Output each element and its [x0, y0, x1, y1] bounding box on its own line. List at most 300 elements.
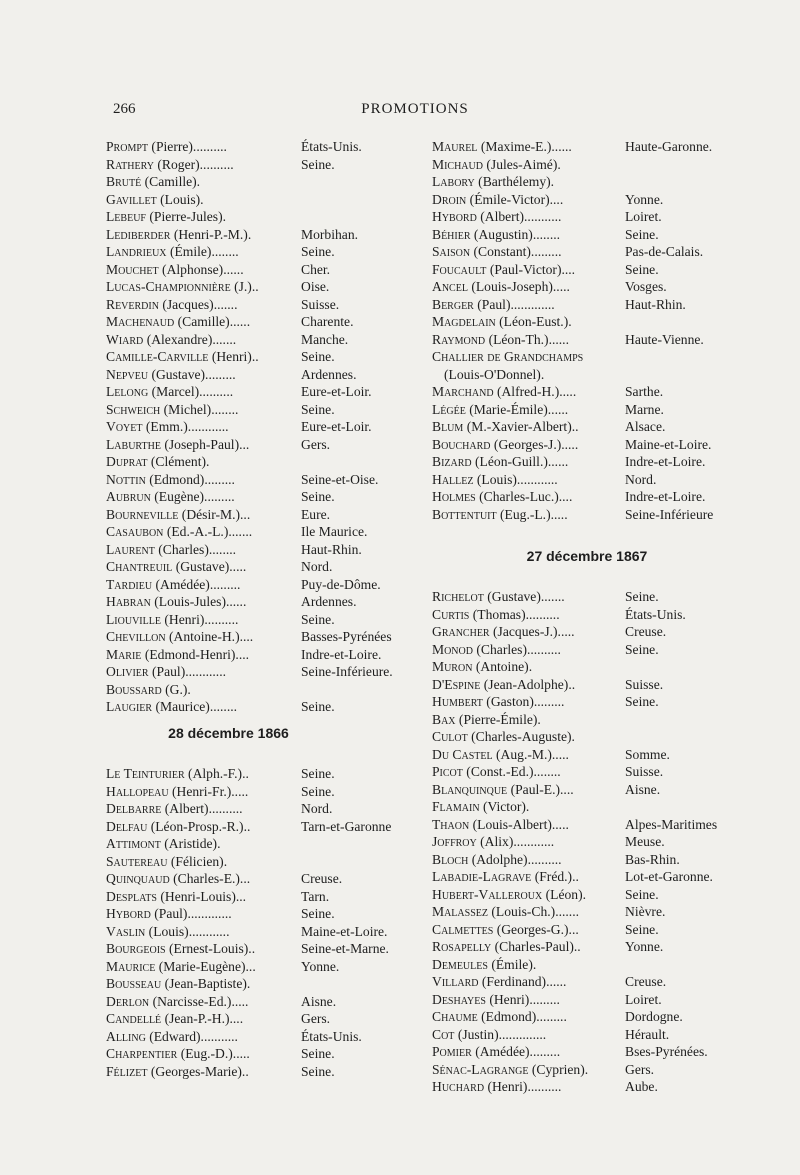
entry-given-name: (Marcel).......... [151, 384, 234, 399]
entry-place: Ile Maurice. [301, 524, 368, 539]
entry-name [106, 611, 238, 629]
entry-given-name: (Jules-Aimé). [486, 156, 561, 172]
entry-name [432, 383, 576, 401]
list-item [106, 611, 422, 629]
entry-place: Gers. [625, 1061, 655, 1077]
entry-name [432, 886, 586, 904]
entry-name [106, 888, 246, 906]
entry-surname: Lediberder [106, 226, 171, 242]
entry-surname: Grancher [432, 624, 490, 639]
entry-surname: Casaubon [106, 524, 164, 539]
list-item [106, 366, 422, 384]
entry-place: Seine-et-Marne. [301, 941, 389, 956]
entry-place: Seine. [301, 156, 335, 172]
entry-surname: Du Castel [432, 746, 493, 762]
list-item [106, 418, 422, 436]
list-item [106, 958, 422, 976]
entry-given-name: (Louis-Albert)..... [472, 816, 569, 832]
entry-surname: Huchard [432, 1079, 485, 1094]
entry-given-name: (Louis)............ [148, 923, 230, 939]
list-item [106, 523, 422, 541]
list-item [106, 1045, 422, 1063]
list-item [106, 923, 422, 941]
entry-place: Somme. [625, 746, 670, 762]
entry-name [432, 436, 578, 454]
list-item [106, 401, 422, 419]
entry-name [106, 523, 252, 541]
list-item [432, 243, 767, 261]
entry-surname: Humbert [432, 694, 483, 709]
entry-name [432, 226, 560, 244]
entry-surname: Hallopeau [106, 783, 169, 799]
entry-given-name: (Louis-Joseph)..... [471, 279, 570, 294]
entry-surname: Nottin [106, 471, 146, 487]
entry-given-name: (Henri-Fr.)..... [172, 783, 249, 799]
entry-given-name: (Joseph-Paul)... [164, 436, 250, 452]
entry-name [106, 958, 256, 976]
entry-name [106, 558, 246, 576]
entry-place: Seine-Inférieure. [301, 664, 393, 679]
entry-place: Nord. [301, 801, 333, 816]
entry-surname: Hybord [432, 209, 477, 224]
entry-surname: Lelong [106, 384, 149, 399]
entry-given-name: (Félicien). [170, 853, 228, 869]
entry-given-name: (Georges-J.)..... [493, 436, 579, 452]
entry-given-name: (Victor). [482, 799, 530, 814]
list-item [432, 366, 767, 384]
entry-place: Seine. [301, 1063, 335, 1079]
entry-name [106, 765, 249, 783]
entry-place: Ardennes. [301, 366, 357, 382]
entry-surname: Challier de Grandchamps [432, 349, 584, 364]
list-item [432, 816, 767, 834]
list-item [432, 658, 767, 676]
entry-given-name: (Émile-Victor).... [469, 191, 564, 207]
entry-given-name: (Marie-Émile)...... [469, 401, 569, 417]
entry-name [432, 506, 568, 524]
list-item [432, 606, 767, 624]
entry-given-name: (Louis-Ch.)....... [491, 904, 579, 919]
entry-given-name: (Léon). [545, 886, 587, 902]
entry-name [106, 191, 204, 209]
list-item [106, 975, 422, 993]
list-item [106, 436, 422, 454]
entry-given-name: (Camille). [144, 174, 201, 189]
entry-name [106, 401, 238, 419]
list-item [432, 1008, 767, 1026]
entry-given-name: (Louis-Jules)...... [154, 594, 247, 609]
entry-name [106, 646, 249, 664]
list-item [432, 1061, 767, 1079]
entry-given-name: (Camille)...... [177, 314, 251, 329]
entry-surname: Ancel [432, 279, 468, 294]
entry-given-name: (Adolphe).......... [471, 851, 562, 867]
entry-name [432, 658, 532, 676]
entry-surname: Flamain [432, 799, 480, 814]
entry-place: Eure-et-Loir. [301, 384, 372, 399]
list-item [106, 628, 422, 646]
entry-place: Seine. [625, 261, 659, 277]
entry-given-name: (Cyprien). [531, 1061, 589, 1077]
list-item [106, 800, 422, 818]
entry-name [432, 138, 572, 156]
list-item [432, 348, 767, 366]
entry-given-name: (Ed.-A.-L.)....... [166, 524, 253, 539]
entry-place: Puy-de-Dôme. [301, 576, 381, 592]
entry-place: Seine. [301, 401, 335, 417]
entry-name [432, 1061, 588, 1079]
entry-place: Seine. [625, 921, 659, 937]
entry-place: Bses-Pyrénées. [625, 1044, 708, 1059]
list-item [106, 646, 422, 664]
entry-name [106, 853, 227, 871]
entry-surname: Magdelain [432, 314, 496, 329]
entry-name [432, 313, 572, 331]
entry-given-name: (Gustave)....... [487, 589, 565, 604]
list-item [432, 868, 767, 886]
entry-surname: Hubert-Valleroux [432, 886, 543, 902]
right-column [432, 138, 767, 1094]
entry-place: Vosges. [625, 279, 667, 294]
entry-name [432, 156, 561, 174]
list-item [106, 905, 422, 923]
entry-surname: Aubrun [106, 489, 151, 504]
list-item [106, 593, 422, 611]
entry-name [106, 488, 235, 506]
entry-given-name: (Charles-Luc.).... [479, 489, 573, 504]
entry-surname: Bouchard [432, 436, 491, 452]
entry-name [106, 541, 236, 559]
entry-name [106, 800, 243, 818]
entry-surname: Charpentier [106, 1046, 178, 1061]
entry-place: Seine-et-Oise. [301, 471, 379, 487]
entry-given-name: (Paul)............ [152, 664, 227, 679]
entry-place: Seine. [301, 699, 335, 714]
list-item [106, 243, 422, 261]
list-item [432, 746, 767, 764]
entry-surname: Camille-Carville [106, 349, 209, 364]
entry-surname: Chantreuil [106, 559, 173, 574]
entry-place: Haut-Rhin. [625, 296, 686, 312]
entry-given-name: (Paul)............. [477, 296, 555, 312]
entry-place: Sarthe. [625, 384, 664, 399]
entry-name [432, 606, 560, 624]
list-item [432, 991, 767, 1009]
entry-surname: Labadie-Lagrave [432, 869, 532, 884]
list-item [432, 191, 767, 209]
list-item [432, 641, 767, 659]
entry-given-name: (Clément). [150, 454, 210, 469]
list-item [106, 698, 422, 716]
list-item [432, 973, 767, 991]
entry-name [106, 313, 250, 331]
list-item [106, 488, 422, 506]
entry-place: Seine. [625, 694, 659, 709]
entry-name [106, 1045, 250, 1063]
entry-list [432, 138, 767, 523]
entry-surname: Marchand [432, 384, 494, 399]
entry-given-name: (Gustave)......... [151, 366, 236, 382]
list-item [106, 331, 422, 349]
entry-surname: Joffroy [432, 834, 477, 849]
entry-place: Creuse. [625, 974, 667, 989]
entry-given-name: (Alph.-F.).. [188, 766, 249, 781]
entry-given-name: (Narcisse-Ed.)..... [152, 993, 249, 1009]
entry-given-name: (Désir-M.)... [181, 506, 251, 522]
list-item [432, 296, 767, 314]
list-item [106, 541, 422, 559]
entry-given-name: (Louis)............ [476, 471, 558, 487]
entry-place: Aube. [625, 1079, 658, 1094]
entry-given-name: (Albert).......... [164, 801, 243, 816]
list-item [432, 623, 767, 641]
entry-name [106, 261, 244, 279]
list-item [432, 728, 767, 746]
list-item [106, 888, 422, 906]
entry-given-name: (Edmond-Henri).... [144, 646, 250, 662]
entry-place: Seine. [301, 1046, 335, 1061]
entry-surname: Tardieu [106, 576, 153, 592]
list-item [106, 471, 422, 489]
entry-list [432, 588, 767, 1096]
entry-name [432, 973, 566, 991]
entry-place: Haute-Vienne. [625, 331, 704, 347]
list-item [432, 331, 767, 349]
entry-place: Suisse. [625, 676, 664, 692]
entry-surname: Attimont [106, 836, 161, 851]
list-item [432, 278, 767, 296]
entry-name [432, 921, 579, 939]
entry-given-name: (Emm.)............ [145, 419, 229, 434]
list-item [106, 558, 422, 576]
entry-name [432, 243, 562, 261]
entry-name [106, 593, 246, 611]
entry-name [432, 331, 569, 349]
entry-name [432, 173, 554, 191]
entry-name [432, 816, 569, 834]
entry-given-name: (Georges-Marie).. [150, 1063, 249, 1079]
entry-given-name: (Const.-Ed.)........ [466, 764, 561, 779]
entry-given-name: (Louis). [160, 191, 204, 207]
entry-name [432, 763, 561, 781]
entry-given-name: (Léon-Eust.). [499, 314, 572, 329]
entry-place: Yonne. [625, 939, 664, 954]
entry-name [106, 278, 259, 296]
entry-place: Seine. [625, 589, 659, 604]
entry-place: Eure. [301, 506, 331, 522]
entry-name [106, 698, 237, 716]
list-item [106, 853, 422, 871]
entry-name [432, 471, 558, 489]
entry-place: Tarn-et-Garonne [301, 818, 392, 834]
entry-given-name: (Maurice)........ [155, 699, 238, 714]
entry-surname: Bourneville [106, 506, 179, 522]
entry-place: Pas-de-Calais. [625, 244, 704, 259]
list-item [432, 261, 767, 279]
entry-name [106, 208, 226, 226]
entry-name [432, 798, 529, 816]
entry-surname: Schweich [106, 401, 161, 417]
entry-place: Marne. [625, 401, 664, 417]
entry-surname: Richelot [432, 589, 484, 604]
list-item [106, 348, 422, 366]
entry-place: Loiret. [625, 991, 662, 1007]
list-item [432, 436, 767, 454]
entry-given-name: (Léon-Guill.)...... [475, 454, 569, 469]
entry-given-name: (Charles)........ [158, 541, 237, 557]
entry-place: États-Unis. [625, 606, 686, 622]
entry-given-name: (Aug.-M.)..... [496, 746, 569, 762]
entry-name [432, 1008, 567, 1026]
entry-given-name: (Roger).......... [157, 156, 234, 172]
entry-surname: Le Teinturier [106, 766, 185, 781]
entry-place: Creuse. [625, 624, 667, 639]
entry-surname: Sautereau [106, 853, 168, 869]
entry-surname: Bax [432, 711, 456, 727]
entry-name [106, 453, 209, 471]
list-item [432, 921, 767, 939]
entry-place: Morbihan. [301, 226, 359, 242]
entry-name [106, 1010, 243, 1028]
entry-given-name: (Henri).......... [487, 1079, 562, 1094]
entry-given-name: (Antoine-H.).... [169, 629, 254, 644]
entry-given-name: (Paul-E.).... [510, 781, 574, 797]
list-item [106, 261, 422, 279]
entry-place: Oise. [301, 279, 330, 294]
entry-surname: Foucault [432, 261, 487, 277]
entry-surname: Bottentuit [432, 506, 497, 522]
entry-surname: Alling [106, 1028, 146, 1044]
list-item [106, 453, 422, 471]
entry-name [106, 296, 237, 314]
entry-surname: Delfau [106, 818, 148, 834]
entry-name [432, 1026, 546, 1044]
entry-name [432, 191, 563, 209]
entry-given-name: (Charles).......... [476, 641, 561, 657]
list-item [432, 851, 767, 869]
entry-name [106, 681, 191, 699]
entry-given-name: (Léon-Th.)...... [488, 331, 569, 347]
page-number: 266 [113, 101, 136, 117]
entry-surname: Monod [432, 641, 473, 657]
entry-place: Haute-Garonne. [625, 139, 713, 154]
entry-place: Loiret. [625, 209, 662, 224]
list-item [432, 1043, 767, 1061]
list-item [432, 798, 767, 816]
entry-name [106, 663, 226, 681]
entry-place: Seine. [301, 611, 335, 627]
list-item [106, 506, 422, 524]
entry-place: Haut-Rhin. [301, 541, 362, 557]
entry-surname: Wiard [106, 331, 144, 347]
entry-name [106, 835, 220, 853]
entry-name [432, 488, 572, 506]
entry-name [432, 868, 579, 886]
entry-place: Eure-et-Loir. [301, 419, 372, 434]
entry-place: Charente. [301, 314, 354, 329]
entry-name [106, 436, 249, 454]
entry-name [106, 1028, 238, 1046]
entry-given-name: (Aristide). [164, 836, 221, 851]
entry-name [106, 576, 240, 594]
entry-name [106, 156, 234, 174]
list-item [432, 383, 767, 401]
entry-given-name: (Edward)........... [149, 1028, 238, 1044]
list-item [432, 401, 767, 419]
entry-given-name: (Jacques)....... [162, 296, 238, 312]
entry-surname: Chaume [432, 1009, 478, 1024]
entry-name [106, 471, 235, 489]
list-item [432, 676, 767, 694]
entry-place: Nord. [625, 471, 657, 487]
entry-given-name: (Edmond)......... [481, 1009, 567, 1024]
entry-surname: Bruté [106, 174, 142, 189]
entry-given-name: (Thomas).......... [472, 606, 560, 622]
entry-place: Aisne. [301, 993, 337, 1009]
entry-name [106, 993, 248, 1011]
list-item [106, 383, 422, 401]
entry-surname: D'Espine [432, 676, 481, 692]
entry-name [432, 956, 536, 974]
entry-name [432, 991, 560, 1009]
entry-given-name: (J.).. [234, 279, 259, 294]
entry-given-name: (Antoine). [475, 659, 533, 674]
list-item [432, 956, 767, 974]
entry-given-name: (Albert)........... [480, 209, 562, 224]
entry-surname: Berger [432, 296, 474, 312]
entry-surname: Chevillon [106, 629, 166, 644]
entry-surname: Rathery [106, 156, 154, 172]
page-title: PROMOTIONS [361, 101, 469, 117]
list-item [106, 835, 422, 853]
entry-given-name: (Émile). [491, 956, 537, 972]
entry-surname: Vaslin [106, 923, 146, 939]
entry-surname: Blum [432, 419, 464, 434]
entry-name [106, 506, 250, 524]
list-item [432, 1026, 767, 1044]
entry-given-name: (Henri-P.-M.). [173, 226, 252, 242]
entry-name [432, 711, 541, 729]
section-heading: 28 décembre 1866 [168, 725, 289, 741]
entry-surname: Hybord [106, 906, 151, 921]
entry-given-name: (Amédée)......... [475, 1044, 561, 1059]
entry-surname: Holmes [432, 489, 476, 504]
entry-place: Indre-et-Loire. [625, 454, 706, 469]
entry-surname: Prompt [106, 139, 149, 154]
entry-surname: Culot [432, 729, 468, 744]
entry-name [432, 938, 581, 956]
entry-name [106, 870, 250, 888]
entry-name [432, 1043, 560, 1061]
entry-name [432, 746, 569, 764]
entry-place: Creuse. [301, 871, 343, 886]
list-item [432, 488, 767, 506]
entry-name [432, 851, 562, 869]
entry-place: Seine. [301, 906, 335, 921]
entry-given-name: (Constant)......... [473, 244, 562, 259]
list-item [106, 765, 422, 783]
entry-surname: Deshayes [432, 991, 486, 1007]
entry-surname: Derlon [106, 993, 150, 1009]
entry-name [106, 975, 250, 993]
entry-place: Seine-Inférieure [625, 506, 714, 522]
entry-given-name: (Ferdinand)...... [481, 974, 567, 989]
entry-place: Manche. [301, 331, 349, 347]
entry-given-name: (Marie-Eugène)... [158, 958, 256, 974]
entry-surname: Villard [432, 974, 479, 989]
list-item [106, 296, 422, 314]
entry-name [432, 588, 565, 606]
